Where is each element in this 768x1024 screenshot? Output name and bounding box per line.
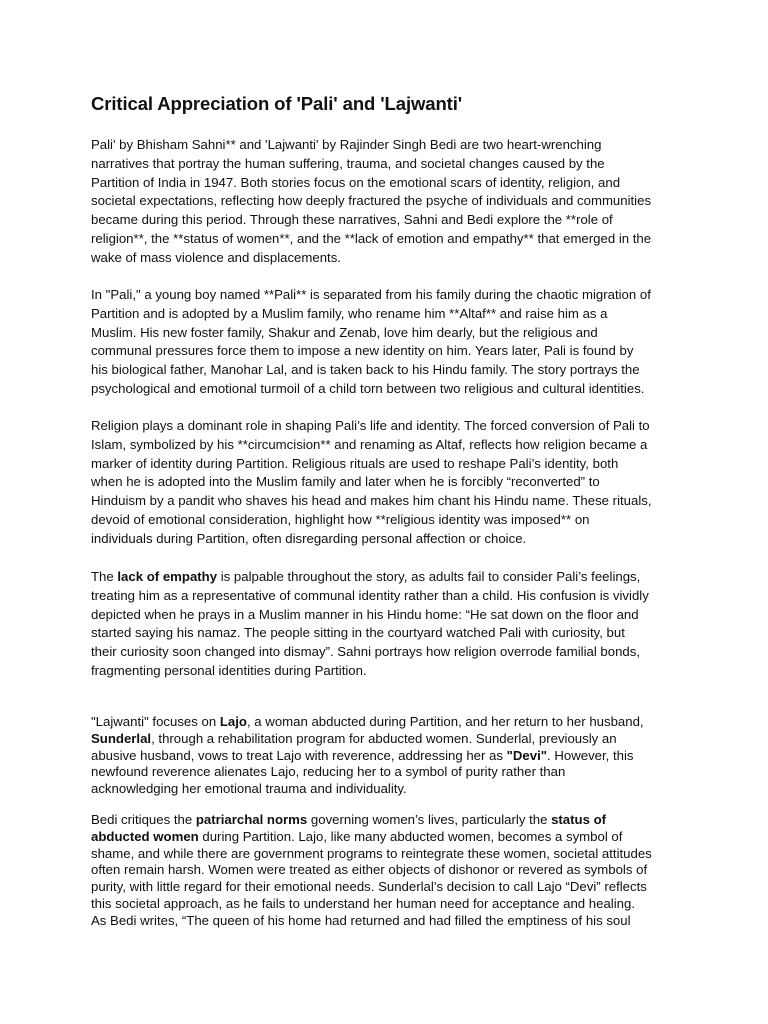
text-line bbox=[91, 361, 681, 380]
text-line bbox=[91, 781, 681, 798]
text-line bbox=[91, 511, 681, 530]
text-line bbox=[91, 731, 681, 748]
text-line bbox=[91, 606, 681, 625]
bold-text: Sunderlal bbox=[91, 730, 152, 746]
text-segment: . However, this bbox=[547, 747, 634, 763]
text-segment: individuals during Partition, often disregarding personal affection or choice. bbox=[91, 530, 527, 546]
text-line bbox=[91, 417, 681, 436]
text-segment: wake of mass violence and displacements. bbox=[91, 249, 341, 265]
text-segment: during Partition. Lajo, like many abducted women, becomes a symbol of bbox=[198, 828, 623, 844]
text-segment: Islam, symbolized by his **circumcision** and renaming as Altaf, reflects how religion became a bbox=[91, 436, 648, 452]
text-line bbox=[91, 324, 681, 343]
text-segment: depicted when he prays in a Muslim manner in his Hindu home: “He sat down on the floor and bbox=[91, 606, 639, 622]
paragraph-lack-of-empathy bbox=[91, 568, 681, 681]
text-line bbox=[91, 136, 681, 155]
paragraph-religion-role bbox=[91, 417, 681, 549]
text-line bbox=[91, 492, 681, 511]
text-segment: this societal approach, as he fails to understand her human need for acceptance and healing. bbox=[91, 895, 635, 911]
text-line bbox=[91, 829, 681, 846]
text-line bbox=[91, 624, 681, 643]
text-line bbox=[91, 174, 681, 193]
text-line bbox=[91, 155, 681, 174]
text-line bbox=[91, 587, 681, 606]
text-segment: Bedi critiques the bbox=[91, 812, 196, 827]
bold-text: lack of empathy bbox=[117, 569, 218, 584]
document-title: Critical Appreciation of 'Pali' and 'Lajwanti' bbox=[91, 93, 463, 114]
text-segment: , through a rehabilitation program for abducted women. Sunderlal, previously an bbox=[151, 730, 617, 746]
text-line bbox=[91, 305, 681, 324]
text-line bbox=[91, 862, 681, 879]
text-line bbox=[91, 896, 681, 913]
text-segment: Religion plays a dominant role in shaping Pali’s life and identity. The forced conversion of Pali to bbox=[91, 418, 650, 433]
text-segment: As Bedi writes, “The queen of his home had returned and had filled the emptiness of his soul bbox=[91, 912, 631, 928]
text-segment: newfound reverence alienates Lajo, reducing her to a symbol of purity rather than bbox=[91, 764, 566, 780]
text-segment: purity, with little regard for their emotional needs. Sunderlal’s decision to call Lajo “Devi” reflects bbox=[91, 879, 647, 895]
text-line bbox=[91, 748, 681, 765]
text-segment: started saying his namaz. The people sitting in the courtyard watched Pali with curiosity, but bbox=[91, 625, 625, 641]
text-segment: devoid of emotional consideration, highlight how **religious identity was imposed** on bbox=[91, 511, 590, 527]
paragraph-patriarchal-norms bbox=[91, 812, 681, 930]
text-line bbox=[91, 568, 681, 587]
text-segment: Partition of India in 1947. Both stories focus on the emotional scars of identity, religion, and bbox=[91, 174, 621, 190]
text-line bbox=[91, 436, 681, 455]
text-segment: "Lajwanti" focuses on bbox=[91, 714, 220, 729]
text-segment: became during this period. Through these narratives, Sahni and Bedi explore the **role of bbox=[91, 212, 613, 228]
bold-text: patriarchal norms bbox=[195, 812, 308, 827]
text-line bbox=[91, 380, 681, 399]
text-segment: societal expectations, reflecting how deeply fractured the psyche of individuals and communities bbox=[91, 193, 652, 209]
paragraph-introduction bbox=[91, 136, 681, 268]
text-segment: , a woman abducted during Partition, and her return to her husband, bbox=[246, 714, 644, 729]
text-line bbox=[91, 846, 681, 863]
text-line bbox=[91, 662, 681, 681]
text-line bbox=[91, 473, 681, 492]
text-segment: governing women’s lives, particularly the bbox=[307, 812, 552, 827]
text-segment: treating him as a representative of communal identity rather than a child. His confusion is vividly bbox=[91, 587, 649, 603]
text-segment: Pali' by Bhisham Sahni** and 'Lajwanti' by Rajinder Singh Bedi are two heart-wrenching bbox=[91, 137, 602, 152]
text-segment: is palpable throughout the story, as adults fail to consider Pali’s feelings, bbox=[217, 569, 641, 584]
text-segment: abusive husband, vows to treat Lajo with reverence, addressing her as bbox=[91, 747, 507, 763]
text-line bbox=[91, 249, 681, 268]
paragraph-pali-summary bbox=[91, 286, 681, 399]
text-segment: marker of identity during Partition. Religious rituals are used to reshape Pali’s identity, both bbox=[91, 455, 619, 471]
text-segment: In "Pali," a young boy named **Pali** is separated from his family during the chaotic migration of bbox=[91, 287, 651, 302]
text-line bbox=[91, 192, 681, 211]
text-segment: psychological and emotional turmoil of a child torn between two religious and cultural identities. bbox=[91, 380, 645, 396]
text-line bbox=[91, 211, 681, 230]
text-line bbox=[91, 714, 681, 731]
text-line bbox=[91, 530, 681, 549]
bold-text: Lajo bbox=[219, 714, 247, 729]
text-line bbox=[91, 812, 681, 829]
text-line bbox=[91, 342, 681, 361]
text-segment: shame, and while there are government programs to reintegrate these women, societal attitudes bbox=[91, 845, 652, 861]
bold-text: "Devi" bbox=[506, 747, 548, 763]
text-segment: Partition and is adopted by a Muslim family, who rename him **Altaf** and raise him as a bbox=[91, 305, 608, 321]
text-segment: fragmenting personal identities during Partition. bbox=[91, 662, 367, 678]
text-line bbox=[91, 913, 681, 930]
bold-text: abducted women bbox=[91, 828, 199, 844]
text-line bbox=[91, 286, 681, 305]
text-segment: their curiosity soon changed into dismay”. Sahni portrays how religion overrode familial bonds, bbox=[91, 644, 641, 660]
text-segment: The bbox=[91, 569, 118, 584]
text-line bbox=[91, 455, 681, 474]
text-segment: acknowledging her emotional trauma and individuality. bbox=[91, 781, 407, 797]
text-line bbox=[91, 764, 681, 781]
text-segment: communal pressures force them to impose a new identity on him. Years later, Pali is found by bbox=[91, 343, 634, 359]
text-line bbox=[91, 643, 681, 662]
paragraph-lajwanti-summary bbox=[91, 714, 681, 798]
text-segment: Hinduism by a pandit who shaves his head and makes him chant his Hindu name. These rituals, bbox=[91, 493, 652, 509]
text-line bbox=[91, 879, 681, 896]
text-line bbox=[91, 230, 681, 249]
text-segment: often remain harsh. Women were treated as either objects of dishonor or revered as symbols of bbox=[91, 862, 648, 878]
text-segment: religion**, the **status of women**, and the **lack of emotion and empathy** that emerged in the bbox=[91, 230, 652, 246]
text-segment: narratives that portray the human suffering, trauma, and societal changes caused by the bbox=[91, 155, 605, 171]
text-segment: Muslim. His new foster family, Shakur and Zenab, love him dearly, but the religious and bbox=[91, 324, 598, 340]
text-segment: when he is adopted into the Muslim family and later when he is forcibly “reconverted” to bbox=[91, 474, 600, 490]
bold-text: status of bbox=[551, 812, 607, 827]
text-segment: his biological father, Manohar Lal, and is taken back to his Hindu family. The story portrays the bbox=[91, 362, 640, 378]
